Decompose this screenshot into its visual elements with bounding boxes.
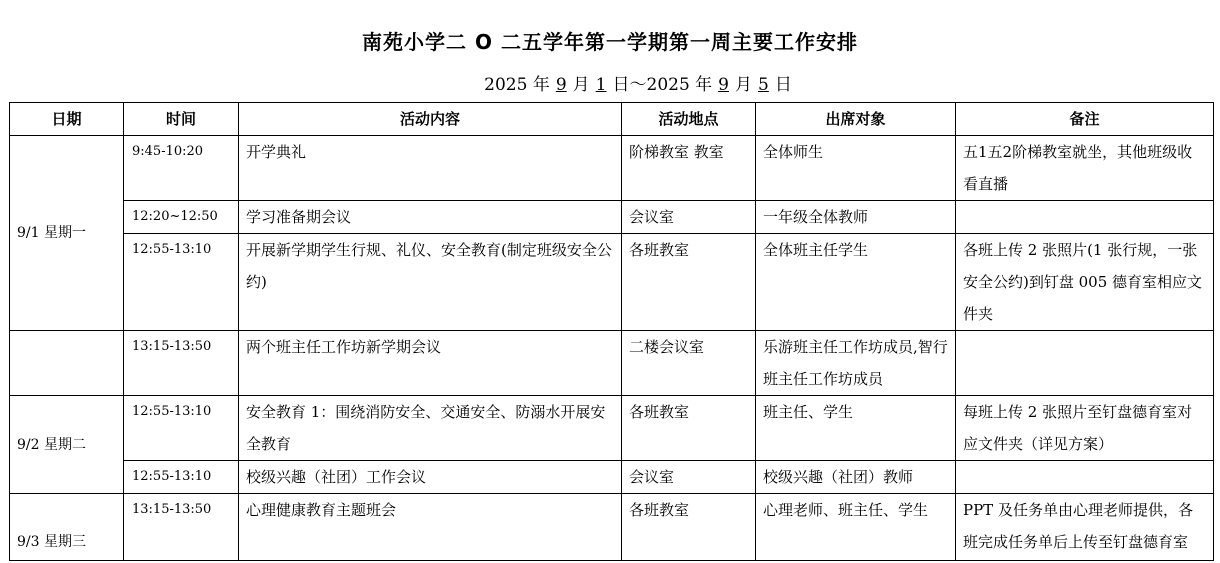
col-header-location: 活动地点 <box>622 103 756 136</box>
location-cell: 各班教室 <box>622 396 756 461</box>
table-row <box>10 331 1214 396</box>
attendees-cell: 校级兴趣（社团）教师 <box>756 461 956 494</box>
table-row <box>10 461 1214 494</box>
range-start-month: 9 <box>555 75 567 95</box>
col-header-time: 时间 <box>124 103 239 136</box>
content-cell: 校级兴趣（社团）工作会议 <box>239 461 622 494</box>
time-cell: 12:55-13:10 <box>124 461 239 494</box>
attendees-cell: 全体师生 <box>756 136 956 201</box>
note-cell <box>956 331 1214 396</box>
time-cell: 13:15-13:50 <box>124 494 239 561</box>
note-cell: PPT 及任务单由心理老师提供，各班完成任务单后上传至钉盘德育室 <box>956 494 1214 561</box>
note-cell <box>956 201 1214 234</box>
table-row <box>10 201 1214 234</box>
time-cell: 12:20~12:50 <box>124 201 239 234</box>
location-cell: 各班教室 <box>622 494 756 561</box>
attendees-cell: 心理老师、班主任、学生 <box>756 494 956 561</box>
col-header-note: 备注 <box>956 103 1214 136</box>
time-cell: 12:55-13:10 <box>124 396 239 461</box>
location-cell: 会议室 <box>622 201 756 234</box>
date-cell-empty <box>10 331 124 396</box>
date-cell: 9/2 星期二 <box>10 396 124 494</box>
date-cell: 9/1 星期一 <box>10 136 124 331</box>
location-cell: 各班教室 <box>622 234 756 331</box>
content-cell: 开学典礼 <box>239 136 622 201</box>
date-cell: 9/3 星期三 <box>10 494 124 561</box>
content-cell: 两个班主任工作坊新学期会议 <box>239 331 622 396</box>
content-cell: 开展新学期学生行规、礼仪、安全教育(制定班级安全公约) <box>239 234 622 331</box>
attendees-cell: 一年级全体教师 <box>756 201 956 234</box>
note-cell: 五1五2阶梯教室就坐，其他班级收看直播 <box>956 136 1214 201</box>
location-cell: 阶梯教室 教室 <box>622 136 756 201</box>
col-header-attendees: 出席对象 <box>756 103 956 136</box>
header-row <box>10 103 1214 136</box>
content-cell: 学习准备期会议 <box>239 201 622 234</box>
col-header-content: 活动内容 <box>239 103 622 136</box>
range-end-month-unit: 月 <box>735 75 752 95</box>
range-end-day: 5 <box>758 75 769 95</box>
note-cell <box>956 461 1214 494</box>
table-row <box>10 234 1214 331</box>
range-end-unit: 日 <box>774 75 792 95</box>
table-row <box>10 494 1214 561</box>
range-start-month-unit: 月 <box>572 75 590 95</box>
location-cell: 会议室 <box>622 461 756 494</box>
note-cell: 各班上传 2 张照片(1 张行规，一张安全公约)到钉盘 005 德育室相应文件夹 <box>956 234 1214 331</box>
date-range <box>0 70 1220 95</box>
time-cell: 13:15-13:50 <box>124 331 239 396</box>
time-cell: 12:55-13:10 <box>124 234 239 331</box>
attendees-cell: 全体班主任学生 <box>756 234 956 331</box>
attendees-cell: 班主任、学生 <box>756 396 956 461</box>
schedule-table <box>9 102 1214 561</box>
range-start-day: 1 <box>595 75 607 95</box>
time-cell: 9:45-10:20 <box>124 136 239 201</box>
range-end-month: 9 <box>718 75 729 95</box>
table-row <box>10 396 1214 461</box>
content-cell: 心理健康教育主题班会 <box>239 494 622 561</box>
range-mid: 日～2025 年 <box>612 75 713 95</box>
content-cell: 安全教育 1：围绕消防安全、交通安全、防溺水开展安全教育 <box>239 396 622 461</box>
page-title: 南苑小学二 O 二五学年第一学期第一周主要工作安排 <box>362 30 858 54</box>
col-header-date: 日期 <box>10 103 124 136</box>
table-row <box>10 136 1214 201</box>
note-cell: 每班上传 2 张照片至钉盘德育室对应文件夹（详见方案） <box>956 396 1214 461</box>
range-start-year: 2025 年 <box>484 75 550 95</box>
attendees-cell: 乐游班主任工作坊成员,智行班主任工作坊成员 <box>756 331 956 396</box>
location-cell: 二楼会议室 <box>622 331 756 396</box>
